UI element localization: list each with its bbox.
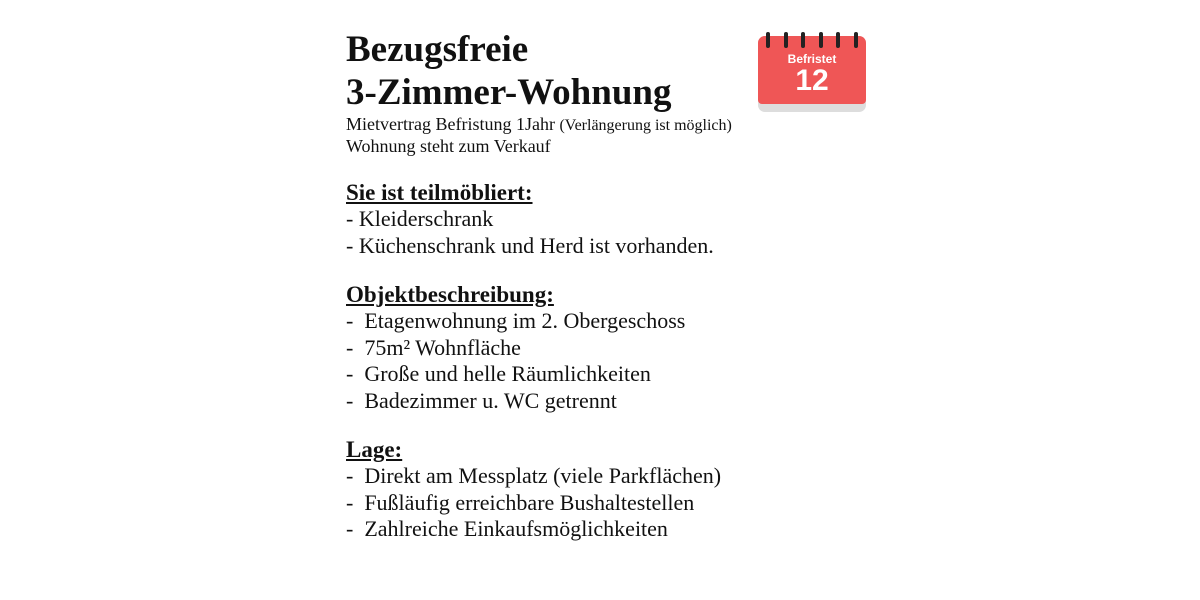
calendar-number: 12: [795, 64, 829, 97]
title-line-1: Bezugsfreie: [346, 29, 529, 70]
list-item: - Direkt am Messplatz (viele Parkflächen): [346, 463, 722, 488]
list-item: - Küchenschrank und Herd ist vorhanden.: [346, 232, 714, 258]
list-item: - 75m² Wohnfläche: [346, 334, 521, 360]
title-line-2: 3-Zimmer-Wohnung: [346, 72, 672, 113]
section-location: [346, 436, 866, 543]
list-item: - Große und helle Räumlichkeiten: [346, 361, 651, 386]
subtitle: [346, 114, 866, 157]
section-heading: Sie ist teilmöbliert:: [346, 180, 533, 205]
lease-term: Mietvertrag Befristung 1Jahr: [346, 114, 560, 134]
calendar-icon: [758, 32, 866, 112]
list-item: - Badezimmer u. WC getrennt: [346, 387, 617, 413]
list-item: - Zahlreiche Einkaufsmöglichkeiten: [346, 516, 668, 541]
list-item: - Fußläufig erreichbare Bushaltestellen: [346, 489, 695, 515]
sale-note: Wohnung steht zum Verkauf: [346, 136, 551, 156]
extension-note: (Verlängerung ist möglich): [559, 117, 732, 134]
list-item: - Etagenwohnung im 2. Obergeschoss: [346, 308, 686, 333]
section-furnishing: [346, 179, 866, 259]
list-item: - Kleiderschrank: [346, 206, 494, 231]
calendar-label: Befristet: [787, 52, 837, 66]
section-heading: Lage:: [346, 437, 403, 462]
section-description: [346, 281, 866, 414]
section-heading: Objektbeschreibung:: [346, 282, 554, 307]
